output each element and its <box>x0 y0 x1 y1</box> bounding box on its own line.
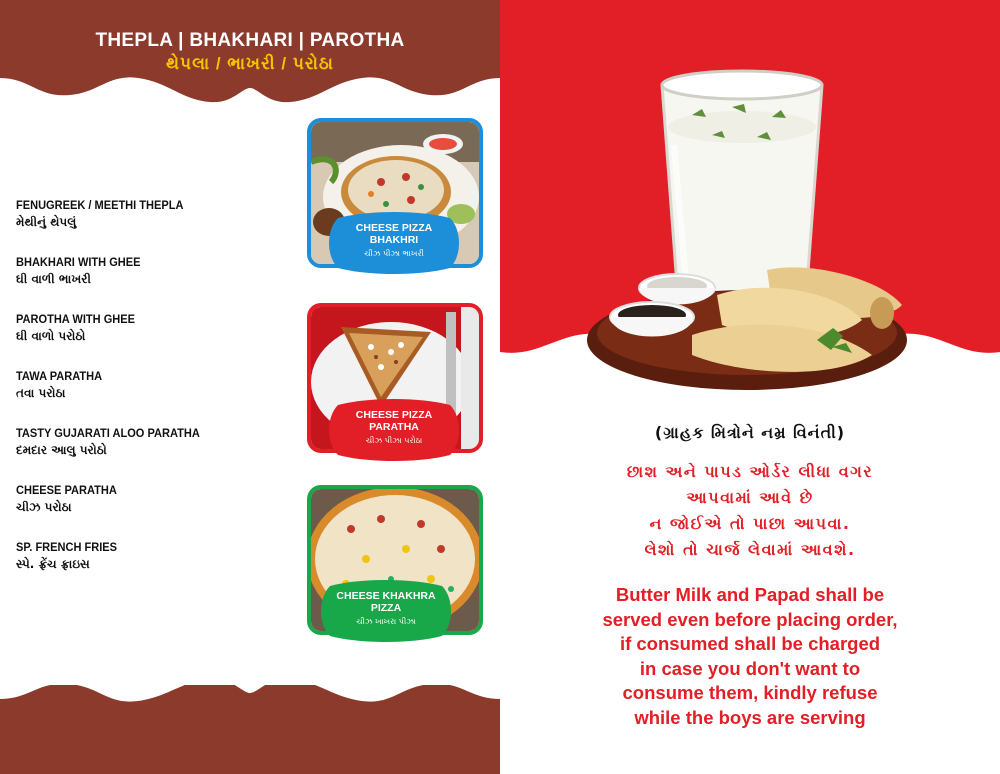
notice-gujarati-line: આપવામાં આવે છે <box>686 488 814 507</box>
badge-title-line2: BHAKHRI <box>369 234 419 246</box>
menu-item-name-gujarati: ઘી વાળી ભાખરી <box>16 272 91 286</box>
menu-item-name-english: TASTY GUJARATI ALOO PARATHA <box>16 426 200 440</box>
menu-item-name-gujarati: ચીઝ પરોઠા <box>16 500 72 514</box>
badge-title-gujarati: ચીઝ પીઝા પરોઠા <box>365 436 423 445</box>
menu-item-name-english: SP. FRENCH FRIES <box>16 540 118 554</box>
notice-english-line: served even before placing order, <box>602 608 898 630</box>
menu-list <box>16 198 296 597</box>
badge-title-line1: CHEESE KHAKHRA <box>336 590 436 602</box>
buttermilk-glass-and-papad-photo <box>582 55 912 400</box>
menu-item-name-english: TAWA PARATHA <box>16 369 103 383</box>
notice-english-line: if consumed shall be charged <box>619 633 881 655</box>
menu-item-name-gujarati: સ્પે. ફ્રેંચ ફ્રાઇસ <box>16 557 90 571</box>
menu-item-name-gujarati: ઘી વાળો પરોઠો <box>16 329 86 343</box>
menu-right-page <box>500 0 1000 774</box>
badge-title-line1: CHEESE PIZZA <box>355 409 433 421</box>
buttermilk-notice <box>500 423 1000 731</box>
menu-item <box>16 369 296 426</box>
menu-item <box>16 255 296 312</box>
menu-item-name-gujarati: દમદાર આલુ પરોઠો <box>16 443 107 457</box>
menu-item <box>16 426 296 483</box>
notice-gujarati-line: લેશો તો ચાર્જ લેવામાં આવશે. <box>644 540 856 559</box>
header-title-block <box>0 30 500 74</box>
menu-item-name-gujarati: મેથીનું થેપલું <box>16 215 77 229</box>
header-title-english: THEPLA | BHAKHARI | PAROTHA <box>95 30 405 51</box>
badge-title-gujarati: ચીઝ ખાખરા પીઝા <box>356 617 416 626</box>
menu-item <box>16 312 296 369</box>
khakhra-pizza-label-badge <box>320 578 452 644</box>
menu-item-name-english: PAROTHA WITH GHEE <box>16 312 135 326</box>
notice-gujarati-text <box>500 459 1000 563</box>
header-title-gujarati: થેપલા / ભાખરી / પરોઠા <box>166 54 334 73</box>
notice-title: (ગ્રાહક મિત્રોને નમ્ર વિનંતી) <box>654 423 846 442</box>
notice-english-line: in case you don't want to <box>639 657 861 679</box>
menu-item-name-gujarati: તવા પરોઠા <box>16 386 66 400</box>
notice-english-text <box>500 583 1000 731</box>
notice-english-line: consume them, kindly refuse <box>622 682 878 704</box>
notice-gujarati-line: છાશ અને પાપડ ઓર્ડર લીધા વગર <box>626 462 874 481</box>
menu-item-name-english: BHAKHARI WITH GHEE <box>16 255 141 269</box>
badge-title-line1: CHEESE PIZZA <box>355 222 433 234</box>
menu-item-name-english: CHEESE PARATHA <box>16 483 117 497</box>
notice-english-line: while the boys are serving <box>634 706 866 728</box>
menu-item <box>16 540 296 597</box>
pizza-paratha-label-badge <box>328 397 460 463</box>
notice-english-line: Butter Milk and Papad shall be <box>615 584 885 605</box>
badge-title-gujarati: ચીઝ પીઝા ભાખરી <box>364 249 424 258</box>
menu-item <box>16 483 296 540</box>
menu-item <box>16 198 296 255</box>
badge-title-line2: PARATHA <box>369 421 419 433</box>
footer-banner <box>0 685 500 774</box>
notice-gujarati-line: ન જોઈએ તો પાછા આપવા. <box>649 514 851 533</box>
badge-title-line2: PIZZA <box>370 602 402 614</box>
menu-item-name-english: FENUGREEK / MEETHI THEPLA <box>16 198 184 212</box>
pizza-bhakhri-label-badge <box>328 210 460 276</box>
